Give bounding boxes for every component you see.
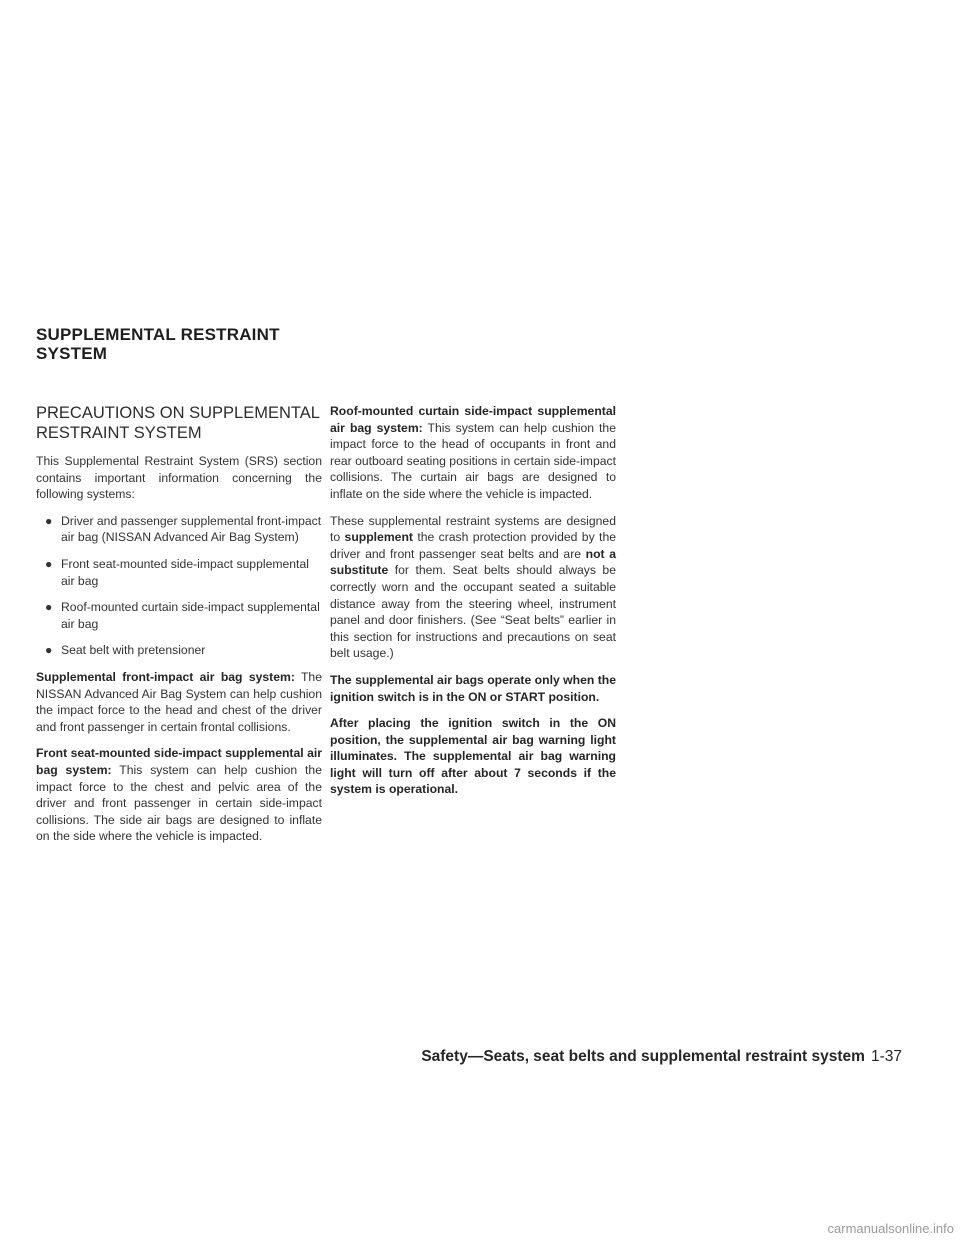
list-item [36, 642, 322, 659]
front-impact-label: Supplemental front-impact air bag system: [36, 669, 295, 684]
warning-light-note: After placing the ignition switch in the ON position, the supplemental air bag warning light illuminates. The supplemental air bag warning light will turn off after about 7 seconds if the system is operational. [330, 716, 616, 797]
left-column [36, 403, 322, 855]
supplement-text-2: the crash protection provided by the driver and front passenger seat belts and are [330, 530, 616, 561]
systems-list [36, 513, 322, 659]
list-item [36, 556, 322, 589]
bullet-icon: ● [45, 513, 53, 528]
list-item [36, 599, 322, 632]
bullet-icon: ● [45, 600, 53, 615]
list-item-text: Driver and passenger supplemental front-impact air bag (NISSAN Advanced Air Bag System) [61, 513, 322, 545]
subsection-heading [36, 403, 322, 443]
side-impact-paragraph [36, 745, 322, 845]
supplement-emphasis: supplement [344, 530, 413, 545]
list-item-text: Front seat-mounted side-impact supplemental air bag [61, 556, 309, 588]
bullet-icon: ● [45, 556, 53, 571]
section-title-line1: SUPPLEMENTAL RESTRAINT [36, 325, 280, 344]
subsection-heading-line2: RESTRAINT SYSTEM [36, 424, 202, 442]
intro-paragraph: This Supplemental Restraint System (SRS) section contains important information concerning the following systems: [36, 454, 322, 502]
curtain-label: Roof-mounted curtain side-impact supplemental air bag system: [330, 404, 616, 435]
side-impact-label: Front seat-mounted side-impact supplemental air bag system: [36, 746, 322, 777]
subsection-heading-line1: PRECAUTIONS ON SUPPLEMENTAL [36, 404, 320, 422]
front-impact-text: The NISSAN Advanced Air Bag System can help cushion the impact force to the head and chest of the driver and front passenger in certain frontal collisions. [36, 669, 322, 734]
bullet-icon: ● [45, 643, 53, 658]
curtain-paragraph [330, 403, 616, 503]
not-a-substitute-emphasis: not a substitute [330, 546, 616, 578]
list-item-text: Seat belt with pretensioner [61, 643, 206, 658]
section-title [36, 325, 396, 363]
supplement-text-3: for them. Seat belts should always be correctly worn and the occupant seated a suitable distance away from the steering wheel, instrument panel and door finishers. (See “Seat belts” earlier in this section for instructions and precautions on seat belt usage.) [330, 563, 616, 661]
watermark: carmanualsonline.info [827, 1221, 954, 1236]
supplement-paragraph [330, 513, 616, 662]
right-column [330, 403, 616, 808]
section-title-line2: SYSTEM [36, 344, 108, 363]
supplement-text-1: These supplemental restraint systems are designed to [330, 513, 616, 545]
front-impact-paragraph [36, 669, 322, 735]
list-item-text: Roof-mounted curtain side-impact supplemental air bag [61, 600, 320, 631]
page-footer [421, 1048, 902, 1066]
side-impact-text: This system can help cushion the impact force to the chest and pelvic area of the driver and front passenger in certain side-impact collisions. The side air bags are designed to inflate on the side where the vehicle is impacted. [36, 762, 322, 844]
curtain-text: This system can help cushion the impact force to the head of occupants in front and rear outboard seating positions in certain side-impact collisions. The curtain air bags are designed to inflate on the side where the vehicle is impacted. [330, 420, 616, 501]
page-number: 1-37 [870, 1048, 902, 1065]
operation-warning: The supplemental air bags operate only when the ignition switch is in the ON or START position. [330, 672, 616, 704]
list-item [36, 513, 322, 546]
footer-section-title: Safety—Seats, seat belts and supplemental restraint system [421, 1048, 865, 1065]
